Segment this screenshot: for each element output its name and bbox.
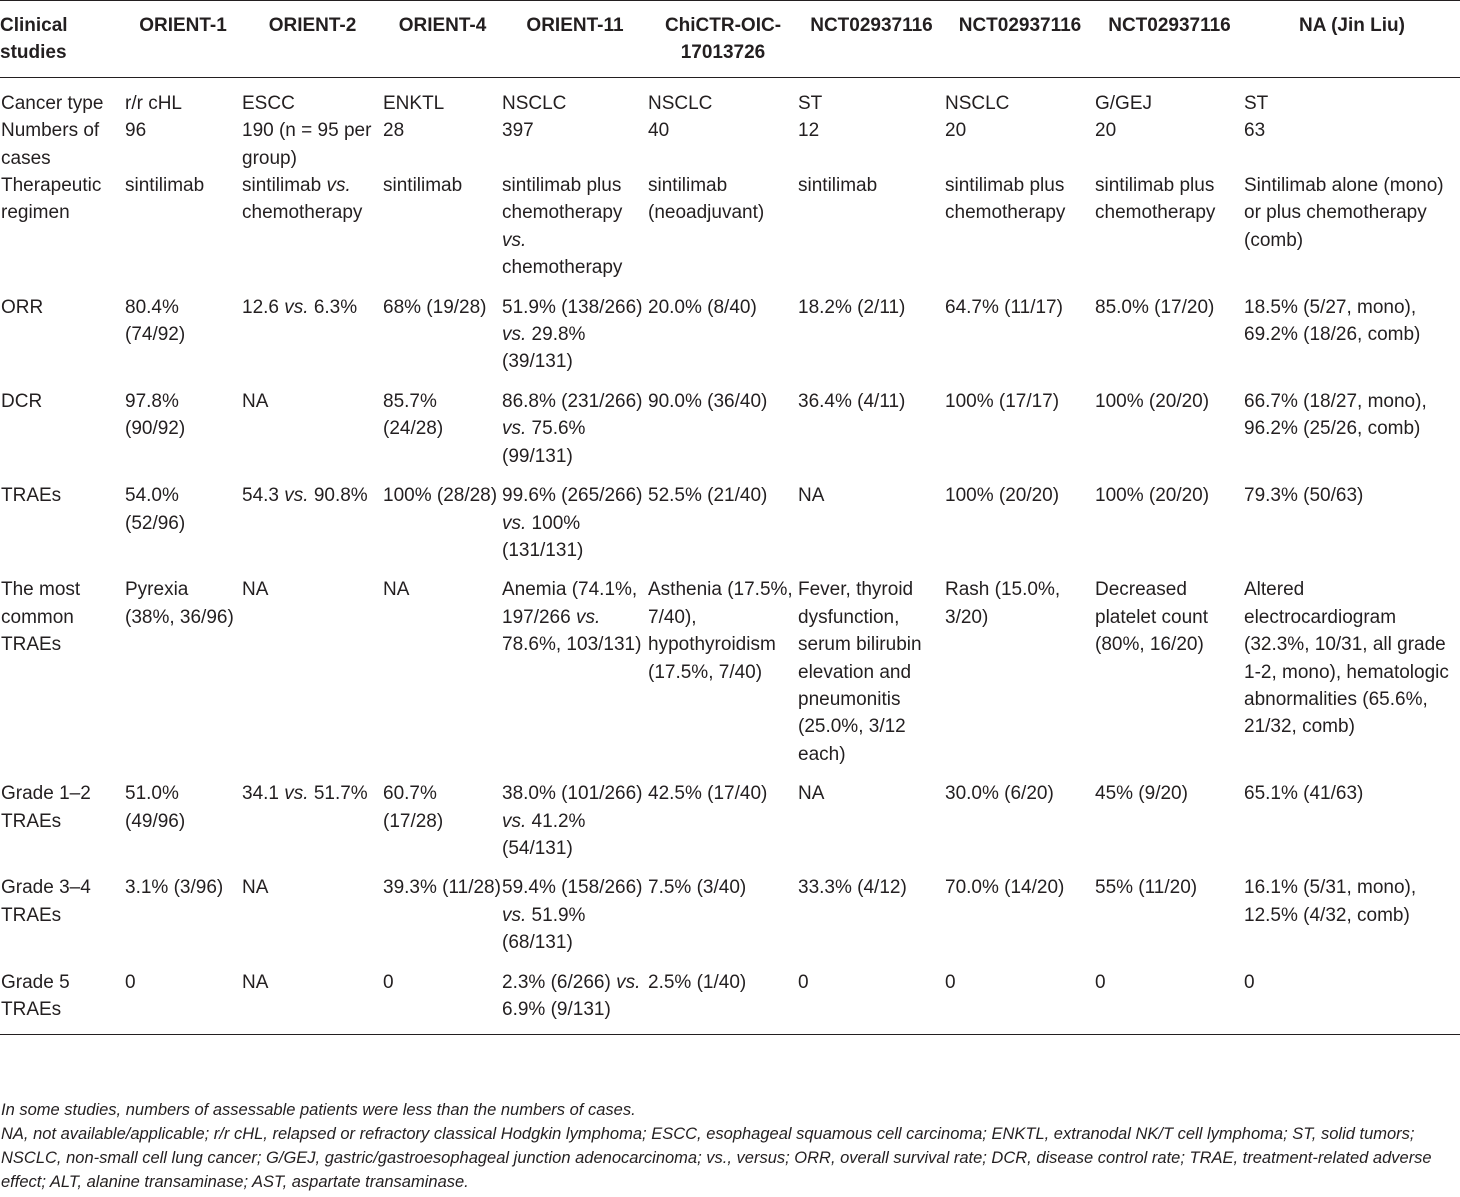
row-label: Grade 3–4 TRAEs — [1, 877, 91, 926]
table-cell: sintilimab — [383, 175, 463, 197]
table-row — [0, 957, 1460, 1035]
header-row — [0, 1, 1460, 78]
table-cell: 18.5% (5/27, mono), 69.2% (18/26, comb) — [1244, 296, 1421, 346]
table-cell: 52.5% (21/40) — [648, 485, 768, 507]
footnote: NA, not available/applicable; r/r cHL, relapsed or refractory classical Hodgkin lymphoma; ESCC, esophageal squamous cell carcinoma; ENKTL, extranodal NK/T cell lymphoma; ST, solid tumors; NSCLC, non-small cell lung cancer; G/GEJ, gastric/gastroesophageal junction adenocarcinoma; vs., versus; ORR, overall survival rate; DCR, disease control rate; TRAE, treatment-related adverse effect; ALT, alanine transaminase; AST, aspartate transaminase. — [1, 1125, 1432, 1191]
table-cell: sintilimab — [798, 175, 878, 197]
table-cell: 33.3% (4/12) — [798, 877, 907, 899]
footnote: In some studies, numbers of assessable patients were less than the numbers of cases. — [1, 1101, 636, 1119]
table-cell: ST — [1244, 92, 1269, 114]
table-cell: 34.1 vs. 51.7% — [242, 783, 368, 805]
table-row — [0, 376, 1460, 470]
table-cell: 0 — [1244, 957, 1460, 1035]
table-row — [0, 117, 1460, 172]
table-cell: Fever, thyroid dysfunction, serum bilirubin elevation and pneumonitis (25.0%, 3/12 each) — [798, 579, 922, 765]
table-cell: 54.0% (52/96) — [125, 485, 186, 534]
table-cell: sintilimab plus chemotherapy vs. chemotherapy — [502, 175, 623, 279]
table-row — [0, 77, 1460, 117]
table-cell: 39.3% (11/28) — [383, 877, 501, 899]
table-cell: 0 — [383, 957, 502, 1035]
header-cell: ORIENT-11 — [502, 1, 648, 78]
table-cell: NA — [383, 579, 410, 601]
row-label: Grade 1–2 TRAEs — [1, 783, 91, 832]
row-label: Cancer type — [1, 92, 104, 114]
row-label: Therapeutic regimen — [1, 175, 102, 224]
table-cell: 45% (9/20) — [1095, 783, 1188, 805]
row-label: TRAEs — [1, 485, 62, 507]
header-cell: NCT02937116 — [798, 1, 945, 78]
header-cell: NCT02937116 — [1095, 1, 1244, 78]
table-cell: 2.3% (6/266) vs. 6.9% (9/131) — [502, 957, 648, 1035]
table-row — [0, 862, 1460, 956]
table-cell: 99.6% (265/266) vs. 100% (131/131) — [502, 485, 643, 561]
table-cell: 86.8% (231/266) vs. 75.6% (99/131) — [502, 390, 643, 467]
table-cell: 12.6 vs. 6.3% — [242, 296, 358, 318]
table-cell: 54.3 vs. 90.8% — [242, 485, 368, 507]
table-cell: 51.0% (49/96) — [125, 783, 186, 832]
table-row — [0, 282, 1460, 376]
table-cell: 36.4% (4/11) — [798, 390, 906, 412]
table-cell: r/r cHL — [125, 92, 182, 114]
table-cell: 80.4% (74/92) — [125, 296, 186, 346]
table-cell: sintilimab vs. chemotherapy — [242, 175, 363, 224]
table-cell: NA — [798, 783, 825, 805]
table-cell: 20.0% (8/40) — [648, 296, 757, 318]
table-cell: sintilimab (neoadjuvant) — [648, 175, 765, 224]
table-cell: 0 — [124, 957, 242, 1035]
table-cell: 40 — [648, 120, 670, 142]
table-cell: 55% (11/20) — [1095, 877, 1198, 899]
table-cell: NA — [242, 957, 383, 1035]
header-cell: ORIENT-2 — [242, 1, 383, 78]
table-cell: ESCC — [242, 92, 295, 114]
table-cell: NA — [798, 485, 825, 507]
table-cell: 85.0% (17/20) — [1095, 296, 1215, 318]
table-cell: 65.1% (41/63) — [1244, 783, 1364, 805]
table-footnotes — [1, 1098, 1459, 1194]
table-cell: 20 — [945, 120, 967, 142]
table-cell: sintilimab plus chemotherapy — [945, 175, 1066, 224]
row-label: ORR — [1, 296, 44, 318]
header-cell: NCT02937116 — [945, 1, 1095, 78]
header-cell: ChiCTR-OIC-17013726 — [648, 1, 798, 78]
table-cell: 66.7% (18/27, mono), 96.2% (25/26, comb) — [1244, 390, 1427, 440]
table-row — [0, 768, 1460, 862]
table-cell: 2.5% (1/40) — [648, 957, 798, 1035]
table-cell: 100% (20/20) — [945, 485, 1060, 507]
table-cell: 12 — [798, 120, 820, 142]
table-cell: 38.0% (101/266) vs. 41.2% (54/131) — [502, 783, 643, 859]
table-cell: 20 — [1095, 120, 1117, 142]
table-cell: 0 — [945, 957, 1095, 1035]
table-row — [0, 564, 1460, 768]
table-cell: 7.5% (3/40) — [648, 877, 747, 899]
table-cell: 60.7% (17/28) — [383, 783, 444, 832]
row-label: Numbers of cases — [1, 120, 100, 169]
row-label: The most common TRAEs — [1, 579, 81, 656]
table-cell: 30.0% (6/20) — [945, 783, 1054, 805]
table-cell: 100% (17/17) — [945, 390, 1060, 412]
row-label: DCR — [1, 390, 43, 412]
table-cell: Altered electrocardiogram (32.3%, 10/31, all grade 1-2, mono), hematologic abnormalities (65.6%, 21/32, comb) — [1244, 579, 1449, 738]
table-cell: Pyrexia (38%, 36/96) — [125, 579, 234, 628]
table-cell: 96 — [125, 120, 147, 142]
table-cell: 63 — [1244, 120, 1266, 142]
table-cell: 97.8% (90/92) — [125, 390, 186, 440]
table-cell: 64.7% (11/17) — [945, 296, 1063, 318]
table-cell: G/GEJ — [1095, 92, 1153, 114]
table-cell: NSCLC — [502, 92, 567, 114]
table-cell: 190 (n = 95 per group) — [242, 120, 372, 169]
table-cell: 3.1% (3/96) — [125, 877, 224, 899]
header-cell: Clinical studies — [0, 1, 124, 78]
table-cell: 18.2% (2/11) — [798, 296, 906, 318]
table-cell: 85.7% (24/28) — [383, 390, 444, 440]
table-cell: 79.3% (50/63) — [1244, 485, 1364, 507]
table-cell: Rash (15.0%, 3/20) — [945, 579, 1061, 628]
table-row — [0, 172, 1460, 282]
table-cell: 59.4% (158/266) vs. 51.9% (68/131) — [502, 877, 643, 954]
table-cell: sintilimab — [125, 175, 205, 197]
table-row — [0, 470, 1460, 564]
table-cell: 100% (28/28) — [383, 485, 498, 507]
table-cell: 51.9% (138/266) vs. 29.8% (39/131) — [502, 296, 643, 373]
table-cell: NSCLC — [945, 92, 1010, 114]
table-cell: 100% (20/20) — [1095, 485, 1210, 507]
table-cell: ENKTL — [383, 92, 445, 114]
row-label: Grade 5 TRAEs — [0, 957, 124, 1035]
table-cell: 42.5% (17/40) — [648, 783, 768, 805]
table-cell: Sintilimab alone (mono) or plus chemotherapy (comb) — [1244, 175, 1444, 251]
table-cell: 68% (19/28) — [383, 296, 487, 318]
table-cell: 397 — [502, 120, 534, 142]
table-cell: Asthenia (17.5%, 7/40), hypothyroidism (17.5%, 7/40) — [648, 579, 793, 683]
table-cell: sintilimab plus chemotherapy — [1095, 175, 1216, 224]
table-cell: NSCLC — [648, 92, 713, 114]
table-cell: NA — [242, 579, 269, 601]
table-cell: Anemia (74.1%, 197/266 vs. 78.6%, 103/131) — [502, 579, 642, 656]
table-cell: 0 — [798, 957, 945, 1035]
table-cell: NA — [242, 390, 269, 412]
table-cell: Decreased platelet count (80%, 16/20) — [1095, 579, 1209, 656]
table-cell: ST — [798, 92, 823, 114]
table-cell: 28 — [383, 120, 405, 142]
header-cell: NA (Jin Liu) — [1244, 1, 1460, 78]
table-cell: NA — [242, 877, 269, 899]
table-cell: 90.0% (36/40) — [648, 390, 768, 412]
header-cell: ORIENT-1 — [124, 1, 242, 78]
header-cell: ORIENT-4 — [383, 1, 502, 78]
table-cell: 0 — [1095, 957, 1244, 1035]
table-cell: 70.0% (14/20) — [945, 877, 1065, 899]
table-cell: 16.1% (5/31, mono), 12.5% (4/32, comb) — [1244, 877, 1417, 926]
table-cell: 100% (20/20) — [1095, 390, 1210, 412]
